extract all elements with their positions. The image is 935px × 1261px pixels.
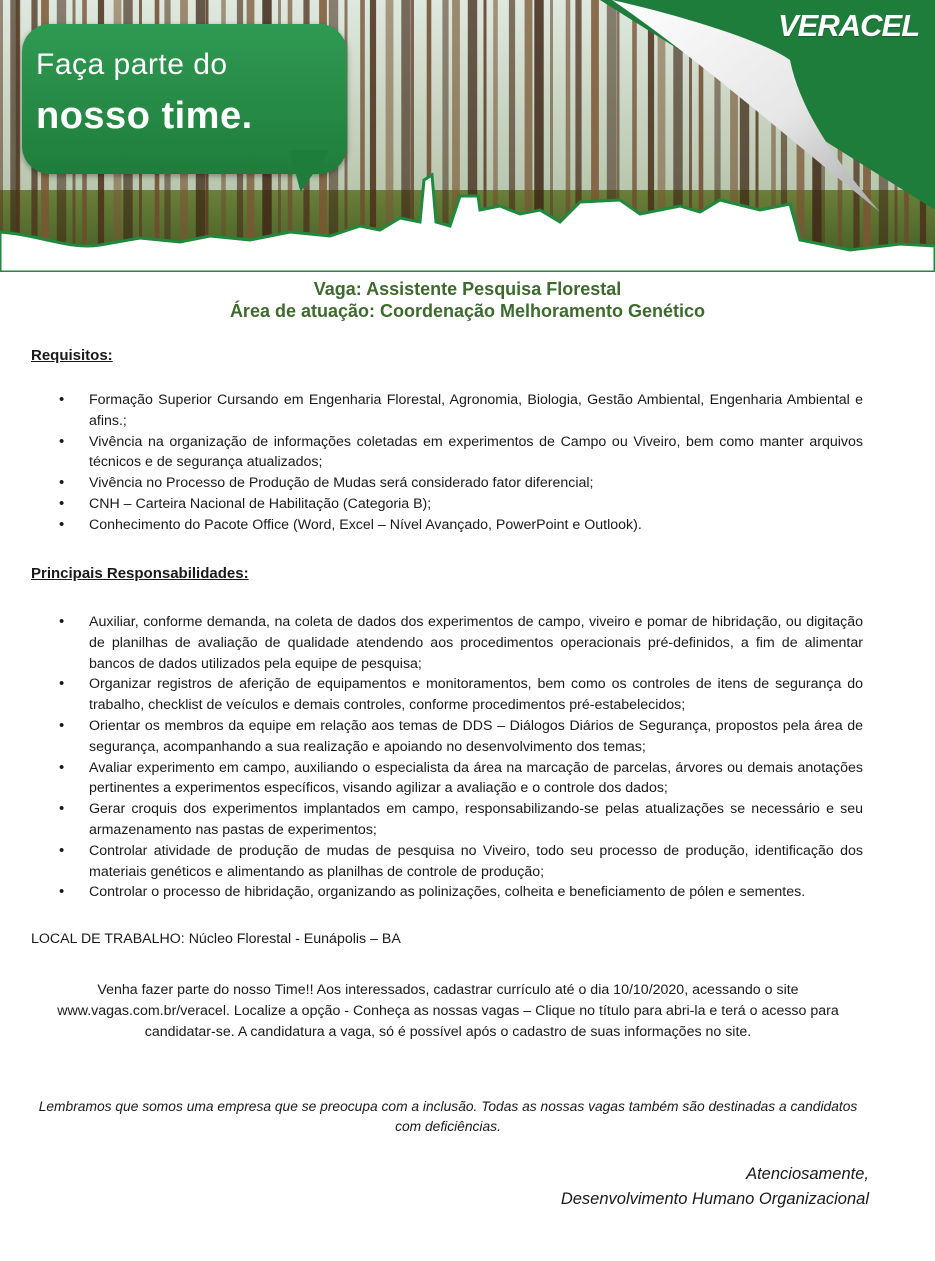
list-item-text: • Vivência no Processo de Produção de Mudas será considerado fator diferencial;	[89, 475, 594, 492]
signoff-greeting: Atenciosamente,	[746, 1165, 869, 1183]
list-item-text: • Gerar croquis dos experimentos implantados em campo, responsabilizando-se pelas atualizações se necessário e seu armazenamento nas pastas de experimentos;	[89, 801, 863, 838]
job-area: Área de atuação: Coordenação Melhoramento Genético	[229, 301, 706, 321]
list-item	[31, 758, 863, 800]
slogan-line-1: Faça parte do	[36, 48, 228, 81]
work-location: LOCAL DE TRABALHO: Núcleo Florestal - Eunápolis – BA	[31, 931, 401, 947]
list-item	[31, 494, 863, 515]
inclusion-statement: Lembramos que somos uma empresa que se preocupa com a inclusão. Todas as nossas vagas também são destinadas a candidatos com deficiências.	[38, 1099, 858, 1134]
list-item-text: • Organizar registros de aferição de equipamentos e monitoramentos, bem como os controles de itens de segurança do trabalho, checklist de veículos e demais controles, conforme procedimentos pré-estabelecidos;	[89, 676, 863, 714]
list-item	[31, 515, 863, 536]
list-item-text: • Formação Superior Cursando em Engenharia Florestal, Agronomia, Biologia, Gestão Ambiental, Engenharia Ambiental e afins.;	[89, 392, 863, 429]
list-item	[31, 799, 863, 841]
slogan-line-2: nosso time.	[36, 95, 253, 137]
application-instructions: Venha fazer parte do nosso Time!! Aos interessados, cadastrar currículo até o dia 10/10/2020, acessando o site www.vagas.com.br/veracel. Localize a opção - Conheça as nossas vagas – Clique no título para abri-la e terá o acesso para candidatar-se. A candidatura a vaga, só é possível após o cadastro de suas informações no site.	[57, 982, 839, 1040]
list-item-text: • Controlar atividade de produção de mudas de pesquisa no Viveiro, todo seu processo de produção, identificação dos materiais genéticos e alimentando as planilhas de controle de produção;	[89, 842, 863, 880]
requirements-list	[31, 390, 863, 536]
list-item	[31, 882, 863, 903]
responsibilities-heading: Principais Responsabilidades:	[31, 565, 249, 582]
list-item-text: • Avaliar experimento em campo, auxiliando o especialista da área na marcação de parcelas, árvores ou demais anotações pertinentes a experimentos específicos, visando agilizar a avaliação e o controle dos dados;	[89, 759, 863, 797]
responsibilities-list	[31, 612, 863, 903]
requirements-heading: Requisitos:	[31, 347, 113, 364]
job-title: Vaga: Assistente Pesquisa Florestal	[313, 279, 622, 299]
list-item-text: • CNH – Carteira Nacional de Habilitação (Categoria B);	[89, 495, 432, 512]
list-item	[31, 674, 863, 716]
list-item	[31, 473, 863, 494]
list-item-text: • Vivência na organização de informações coletadas em experimentos de Campo ou Viveiro, bem como manter arquivos técnicos e de segurança atualizados;	[89, 433, 863, 471]
header-banner	[0, 0, 935, 272]
list-item	[31, 390, 863, 432]
list-item	[31, 841, 863, 883]
list-item	[31, 432, 863, 474]
list-item-text: • Orientar os membros da equipe em relação aos temas de DDS – Diálogos Diários de Segurança, propostos pela área de segurança, acompanhando a sua realização e apoiando no desenvolvimento dos temas;	[89, 717, 863, 755]
list-item-text: • Controlar o processo de hibridação, organizando as polinizações, colheita e beneficiamento de pólen e sementes.	[89, 884, 806, 901]
list-item	[31, 612, 863, 674]
list-item-text: • Auxiliar, conforme demanda, na coleta de dados dos experimentos de campo, viveiro e pomar de hibridação, ou digitação de planilhas de avaliação de qualidade atendendo aos procedimentos operacionais pré-definidos, a fim de alimentar bancos de dados utilizados pela equipe de pesquisa;	[89, 614, 863, 672]
veracel-logo: VERACEL	[778, 8, 920, 43]
signoff-department: Desenvolvimento Humano Organizacional	[560, 1190, 869, 1208]
list-item-text: • Conhecimento do Pacote Office (Word, Excel – Nível Avançado, PowerPoint e Outlook).	[89, 516, 642, 533]
list-item	[31, 716, 863, 758]
